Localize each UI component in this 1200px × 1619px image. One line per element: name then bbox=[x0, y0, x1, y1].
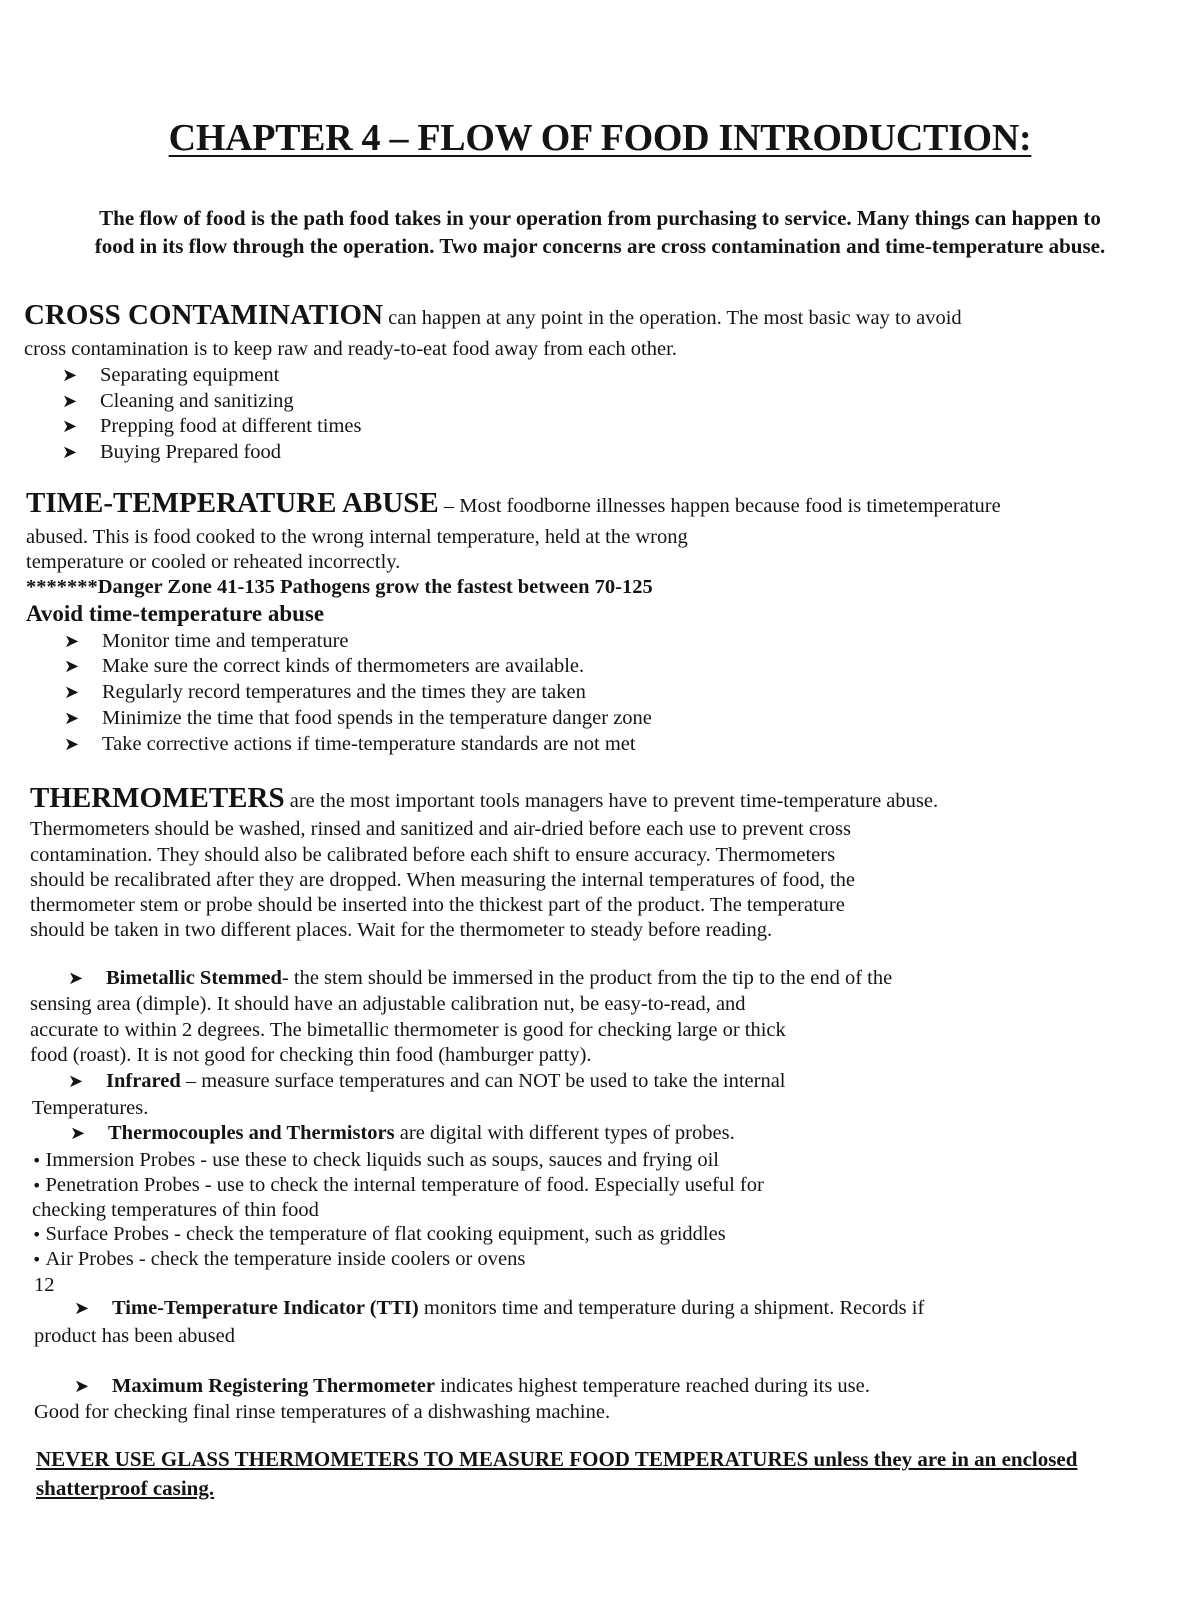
list-item: ➤ Regularly record temperatures and the times they are taken bbox=[64, 681, 586, 703]
maxreg-label: Maximum Registering Thermometer bbox=[112, 1375, 435, 1397]
page-title: CHAPTER 4 – FLOW OF FOOD INTRODUCTION: bbox=[168, 117, 1032, 159]
thermocouples-label: Thermocouples and Thermistors bbox=[108, 1122, 395, 1144]
page-number: 12 bbox=[34, 1274, 55, 1296]
paragraph-line: should be recalibrated after they are dropped. When measuring the internal temperatures of food, the bbox=[30, 869, 855, 891]
bimetallic-label: Bimetallic Stemmed bbox=[106, 967, 282, 989]
tta-line3: temperature or cooled or reheated incorrectly. bbox=[26, 551, 401, 573]
cross-contamination-heading: CROSS CONTAMINATION bbox=[24, 299, 384, 331]
arrowhead-icon: ➤ bbox=[62, 391, 78, 412]
list-item: ➤ Buying Prepared food bbox=[62, 441, 282, 463]
tta-line1: TIME-TEMPERATURE ABUSE – Most foodborne illnesses happen because food is timetemperature bbox=[26, 487, 1001, 519]
list-item: ➤ Take corrective actions if time-temperature standards are not met bbox=[64, 733, 636, 755]
arrowhead-icon: ➤ bbox=[68, 968, 84, 989]
list-item: ➤ Minimize the time that food spends in the temperature danger zone bbox=[64, 707, 652, 729]
bullet-dot-icon: • bbox=[32, 1225, 42, 1244]
arrowhead-icon: ➤ bbox=[64, 631, 80, 652]
arrowhead-icon: ➤ bbox=[70, 1123, 86, 1144]
arrowhead-icon: ➤ bbox=[62, 442, 78, 463]
maxreg-line2: Good for checking final rinse temperatures of a dishwashing machine. bbox=[34, 1401, 611, 1423]
intro-paragraph: The flow of food is the path food takes in your operation from purchasing to service. Many things can happen to food in its flow through the operation. Two major concerns are cross contamination and time-temperature abuse. bbox=[94, 206, 1106, 258]
arrowhead-icon: ➤ bbox=[64, 682, 80, 703]
bullet-dot-icon: • bbox=[32, 1250, 42, 1269]
glass-thermometer-warning: NEVER USE GLASS THERMOMETERS TO MEASURE FOOD TEMPERATURES unless they are in an enclosed shatterproof casing. bbox=[36, 1447, 1078, 1500]
tti-line2: product has been abused bbox=[34, 1325, 235, 1347]
list-item: • Air Probes - check the temperature inside coolers or ovens bbox=[32, 1248, 526, 1270]
bullet-dot-icon: • bbox=[32, 1151, 42, 1170]
danger-zone-note: *******Danger Zone 41-135 Pathogens grow the fastest between 70-125 bbox=[26, 576, 653, 598]
maxreg-line1: ➤ Maximum Registering Thermometer indicates highest temperature reached during its use. bbox=[74, 1373, 870, 1400]
list-item: ➤ Cleaning and sanitizing bbox=[62, 390, 294, 412]
bimetallic-line1: ➤ Bimetallic Stemmed- the stem should be immersed in the product from the tip to the end of the bbox=[68, 965, 892, 992]
thermometers-heading: THERMOMETERS bbox=[30, 782, 285, 814]
infrared-line1: ➤ Infrared – measure surface temperatures and can NOT be used to take the internal bbox=[68, 1068, 786, 1095]
bullet-dot-icon: • bbox=[32, 1176, 42, 1195]
arrowhead-icon: ➤ bbox=[64, 734, 80, 755]
tti-label: Time-Temperature Indicator (TTI) bbox=[112, 1297, 419, 1319]
list-item: ➤ Separating equipment bbox=[62, 364, 280, 386]
tta-line2: abused. This is food cooked to the wrong internal temperature, held at the wrong bbox=[26, 526, 688, 548]
infrared-line2: Temperatures. bbox=[32, 1097, 149, 1119]
paragraph-line: contamination. They should also be calibrated before each shift to ensure accuracy. Thermometers bbox=[30, 844, 836, 866]
thermometers-line1: THERMOMETERS are the most important tools managers have to prevent time-temperature abuse. bbox=[30, 782, 939, 814]
arrowhead-icon: ➤ bbox=[74, 1376, 90, 1397]
warning-emphasis: NEVER USE GLASS THERMOMETERS TO MEASURE FOOD TEMPERATURES bbox=[36, 1447, 809, 1471]
list-item: ➤ Monitor time and temperature bbox=[64, 630, 349, 652]
tta-heading: TIME-TEMPERATURE ABUSE bbox=[26, 487, 439, 519]
paragraph-line: sensing area (dimple). It should have an adjustable calibration nut, be easy-to-read, and bbox=[30, 993, 746, 1015]
infrared-label: Infrared bbox=[106, 1070, 181, 1092]
list-item: • Surface Probes - check the temperature of flat cooking equipment, such as griddles bbox=[32, 1223, 726, 1245]
list-item: ➤ Prepping food at different times bbox=[62, 415, 362, 437]
list-item: • Immersion Probes - use these to check liquids such as soups, sauces and frying oil bbox=[32, 1149, 719, 1171]
arrowhead-icon: ➤ bbox=[64, 708, 80, 729]
list-item: ➤ Make sure the correct kinds of thermometers are available. bbox=[64, 655, 585, 677]
arrowhead-icon: ➤ bbox=[62, 416, 78, 437]
paragraph-line: thermometer stem or probe should be inserted into the thickest part of the product. The temperature bbox=[30, 894, 845, 916]
tti-line1: ➤ Time-Temperature Indicator (TTI) monitors time and temperature during a shipment. Records if bbox=[74, 1295, 924, 1322]
arrowhead-icon: ➤ bbox=[74, 1298, 90, 1319]
thermocouples-line1: ➤ Thermocouples and Thermistors are digital with different types of probes. bbox=[70, 1120, 735, 1147]
list-item: • Penetration Probes - use to check the internal temperature of food. Especially useful for bbox=[32, 1174, 764, 1196]
arrowhead-icon: ➤ bbox=[64, 656, 80, 677]
arrowhead-icon: ➤ bbox=[68, 1071, 84, 1092]
paragraph-line: should be taken in two different places. Wait for the thermometer to steady before reading. bbox=[30, 919, 773, 941]
paragraph-line: food (roast). It is not good for checking thin food (hamburger patty). bbox=[30, 1044, 592, 1066]
cross-contamination-line1: CROSS CONTAMINATION can happen at any point in the operation. The most basic way to avoid bbox=[24, 299, 962, 331]
paragraph-line: Thermometers should be washed, rinsed and sanitized and air-dried before each use to prevent cross bbox=[30, 818, 852, 840]
paragraph-line: checking temperatures of thin food bbox=[32, 1199, 319, 1221]
avoid-heading: Avoid time-temperature abuse bbox=[26, 601, 325, 626]
paragraph-line: accurate to within 2 degrees. The bimetallic thermometer is good for checking large or thick bbox=[30, 1019, 786, 1041]
arrowhead-icon: ➤ bbox=[62, 365, 78, 386]
cross-contamination-line2: cross contamination is to keep raw and ready-to-eat food away from each other. bbox=[24, 338, 677, 360]
